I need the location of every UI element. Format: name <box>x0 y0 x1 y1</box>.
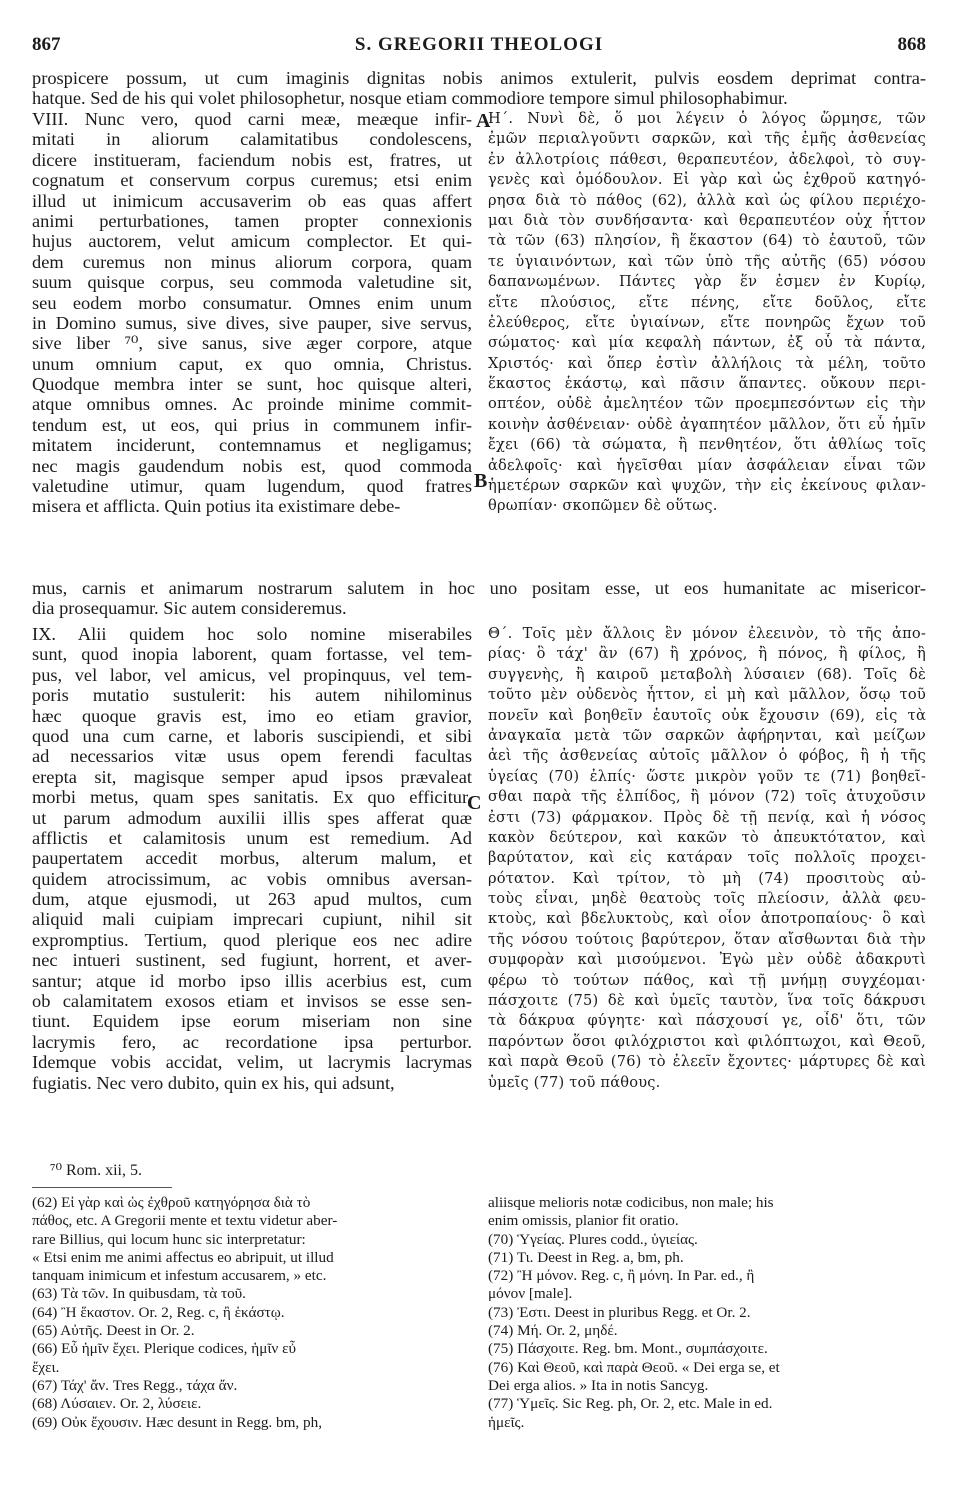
greek-line: ἐστι (73) φάρμακον. Πρὸς δὲ τῇ πενίᾳ, καὶ ἡ νόσος <box>488 808 926 826</box>
latin-line: nec magis gaudendum nobis est, quod commoda <box>32 455 472 476</box>
latin-line: nec intueri sustinent, sed fugiunt, horrent, et aver- <box>32 950 472 971</box>
note-line: (73) Ἐστι. Deest in pluribus Regg. et Or. 2. <box>488 1303 751 1321</box>
latin-line: animi perturbationes, tamen propter connexionis <box>32 210 472 231</box>
greek-line: πάσχοιτε (75) δὲ καὶ ὑμεῖς ταυτὸν, ἵνα τοῖς δάκρυσι <box>488 992 926 1010</box>
greek-line: τε ὑγιαινόντων, καὶ τῶν ὑπὸ τῆς αὐτῆς (65) νόσου <box>488 252 926 270</box>
note-line: μόνον [male]. <box>488 1285 573 1303</box>
latin-column-ix <box>32 624 472 1093</box>
greek-line: ὑμεῖς (77) τοῦ πάθους. <box>488 1073 661 1091</box>
latin-line: paupertatem accedit morbus, alterum malum, et <box>32 848 472 869</box>
note-line: (63) Τὰ τῶν. In quibusdam, τὰ τοῦ. <box>32 1285 246 1303</box>
greek-line: ἀδελφοῖς· καὶ ἡγεῖσθαι μίαν ἀσφάλειαν εἶναι τῶν <box>488 456 926 474</box>
latin-line: Idemque vobis accidat, velim, ut lacrymis lacrymas <box>32 1052 472 1073</box>
note-line: Dei erga alios. » Ita in notis Sancyg. <box>488 1376 709 1394</box>
greek-line: ἕκαστος ἑκάστῳ, καὶ πᾶσιν ἅπαντες. οὔκουν περι- <box>488 375 926 393</box>
latin-line: cognatum et conservum corpus curemus; etsi enim <box>32 170 472 191</box>
latin-line: sive liber ⁷⁰, sive sanus, sive æger corpore, atque <box>32 333 472 354</box>
greek-line: κοινὴν ἀσθένειαν· οὐδὲ ἀγαπητέον μᾶλλον, ὅτι εὖ ἡμῖν <box>488 415 926 433</box>
note-line: (77) Ὑμεῖς. Sic Reg. ph, Or. 2, etc. Male in ed. <box>488 1395 773 1413</box>
latin-line: santur; atque id morbo ipso illis acerbius est, cum <box>32 970 472 991</box>
latin-line: quidem atrocissimum, ac vobis omnibus aversan- <box>32 868 472 889</box>
footnote-rule <box>32 1187 172 1188</box>
greek-line: τῆς νόσου τούτοις βαρύτερον, ὅταν αἴσθωνται διὰ τὴν <box>488 930 926 948</box>
note-line: (74) Μή. Or. 2, μηδέ. <box>488 1322 618 1340</box>
greek-line: βαρύτατον, καὶ εἰς κατάραν τοῖς πολλοῖς προχει- <box>488 849 926 867</box>
latin-line: poris mutatio sustulerit: his autem nihilominus <box>32 685 472 706</box>
text-line: hatque. Sed de his qui volet philosophetur, nosque etiam commodiore tempore simul philosophabimur. <box>32 88 788 109</box>
note-line: « Etsi enim me animi affectus eo abripuit, ut illud <box>32 1248 334 1266</box>
latin-line: hæc quoque gravis est, imo eo etiam gravior, <box>32 705 472 726</box>
greek-line: συμφορὰν καὶ μισούμενοι. Ἐγὼ μὲν οὐδὲ ἀδακρυτὶ <box>488 951 926 969</box>
greek-line: ἐν ἀλλοτρίοις πάθεσι, θεραπευτέον, ἀδελφοὶ, τὸ συγ- <box>488 150 926 168</box>
note-line: (76) Καὶ Θεοῦ, καὶ παρὰ Θεοῦ. « Dei erga se, et <box>488 1358 780 1376</box>
greek-line: ἐλεύθερος, εἴτε ὑγιαίνων, εἴτε πονηρῶς ἔχων τοῦ <box>488 313 926 331</box>
latin-line: valetudine utimur, quam lugendum, quod fratres <box>32 476 472 497</box>
greek-line: καὶ παρὰ Θεοῦ (76) τὸ ἐλεεῖν ἔχοντες· μάρτυρες δὲ καὶ <box>488 1053 926 1071</box>
greek-line: τὰ δάκρυα φύγητε· καὶ πάσχουσί γε, οἶδ' ὅτι, τῶν <box>488 1012 926 1030</box>
latin-line: VIII. Nunc vero, quod carni meæ, meæque infir- <box>32 109 472 129</box>
latin-line: Quodque membra inter se sunt, hoc quisque alteri, <box>32 374 472 395</box>
greek-line: κτοὺς, καὶ βδελυκτοὺς, καὶ οἷον ἀποτροπαίους· ὃ καὶ <box>488 910 926 928</box>
latin-line: dicere institueram, faciendum nobis est, fratres, ut <box>32 149 472 170</box>
latin-line: ad necessarios vitæ usus opem ferendi facultas <box>32 746 472 767</box>
greek-line: τοῦτο μὲν οὐδενὸς ἧττον, εἰ μὴ καὶ μᾶλλον, ὅσῳ τοῦ <box>488 686 926 704</box>
latin-line: atque omnibus omnes. Ac proinde minime commit- <box>32 394 472 415</box>
latin-line: in Domino sumus, sive dives, sive pauper, sive servus, <box>32 312 472 333</box>
greek-line: φέρω τὸ τούτων πάθος, καὶ τῇ μνήμῃ συγχέομαι· <box>488 971 926 989</box>
note-line: aliisque melioris notæ codicibus, non male; his <box>488 1194 774 1211</box>
greek-line: σθαι παρὰ τῆς ἐλπίδος, ἢ μόνον (72) τοῖς ἀτυχοῦσιν <box>488 788 926 806</box>
right-page-number: 868 <box>897 34 926 55</box>
note-line: (68) Λύσαιεν. Or. 2, λύσειε. <box>32 1395 202 1413</box>
note-line: ἔχει. <box>32 1358 60 1376</box>
greek-line: τὰ τῶν (63) πλησίον, ἢ ἕκαστον (64) τὸ ἑαυτοῦ, τῶν <box>488 232 926 250</box>
latin-line: quod una cum carne, et laboris suscipiendi, et sibi <box>32 725 472 746</box>
note-line: (71) Τι. Deest in Reg. a, bm, ph. <box>488 1248 684 1266</box>
running-header <box>32 34 926 62</box>
greek-column-viii <box>488 109 926 517</box>
latin-line: suum quisque corpus, seu commoda valetudine sit, <box>32 272 472 293</box>
greek-line: Θ΄. Τοῖς μὲν ἄλλοις ἓν μόνον ἐλεεινὸν, τὸ τῆς ἀπο- <box>488 625 926 642</box>
note-line: (65) Αὐτῆς. Deest in Or. 2. <box>32 1322 195 1340</box>
latin-line: lacrymis fero, ac recordatione ipsa perturbor. <box>32 1031 472 1052</box>
note-line: (64) Ἢ ἕκαστον. Or. 2, Reg. c, ἢ ἑκάστῳ. <box>32 1303 285 1321</box>
greek-line: Η΄. Νυνὶ δὲ, ὅ μοι λέγειν ὁ λόγος ὥρμησε, τῶν <box>488 110 926 127</box>
note-line: (70) Ὑγείας. Plures codd., ὑγιείας. <box>488 1230 698 1248</box>
critical-notes-right <box>488 1194 908 1432</box>
mid-full-width-text <box>32 578 926 619</box>
latin-line: mitati in aliorum calamitatibus condolescens, <box>32 129 472 150</box>
latin-line: aliquid mali cuipiam imprecari cupiunt, nihil sit <box>32 909 472 930</box>
greek-line: ἀεὶ τῆς ἀσθενείας αὐτοῖς μᾶλλον ὁ φόβος, ἢ ἡ τῆς <box>488 747 926 765</box>
latin-line: misera et afflicta. Quin potius ita existimare debe- <box>32 496 401 517</box>
greek-line: θρωπίαν· σκοπῶμεν δὲ οὕτως. <box>488 497 718 515</box>
latin-line: morbi metus, quam spes sanitatis. Ex quo efficitur, <box>32 787 472 808</box>
greek-line: ὑγείας (70) ἐλπίς· ὥστε μικρὸν γοῦν τε (71) βοηθεῖ- <box>488 767 926 785</box>
top-full-width-text <box>32 68 926 109</box>
note-line: πάθος, etc. A Gregorii mente et textu videtur aber- <box>32 1212 338 1230</box>
running-title: S. GREGORII THEOLOGI <box>354 34 604 55</box>
latin-line: hujus auctorem, velut amicum complector. Et qui- <box>32 231 472 252</box>
greek-line: ρότατον. Καὶ τρίτον, τὸ μὴ (74) προσιτοὺς αὐ- <box>488 869 926 887</box>
greek-line: ρησα διὰ τὸ πάθος (62), ἀλλὰ καὶ ὡς φίλου περιέχο- <box>488 191 926 209</box>
greek-line: ἡμετέρων σαρκῶν καὶ ψυχῶν, τὴν εἰς ἐκείνους φιλαν- <box>488 477 926 495</box>
text-line: prospicere possum, ut cum imaginis dignitas nobis animos extulerit, pulvis eosdem deprimat contra- <box>32 68 926 88</box>
greek-line: πονεῖν καὶ βοηθεῖν ἑαυτοῖς οὐκ ἔχουσιν (69), εἰς τὰ <box>488 706 926 724</box>
greek-column-ix <box>488 624 926 1093</box>
latin-line: expromptius. Tertium, quod plerique eos nec adire <box>32 929 472 950</box>
greek-line: οπτέον, οὐδὲ ἀμελητέον τῶν προεμπεσόντων εἰς τὴν <box>488 395 926 413</box>
latin-line: pus, vel labor, vel amicus, vel propinquus, vel tem- <box>32 664 472 685</box>
greek-line: σώματος· καὶ μία κεφαλὴ πάντων, ἐξ οὗ τὰ πάντα, <box>488 334 926 352</box>
greek-line: εἴτε πλούσιος, εἴτε πένης, εἴτε δοῦλος, εἴτε <box>488 293 926 311</box>
greek-line: συγγενὴς, ἢ καιροῦ μεταβολὴ λύσαιεν (68). Τοῖς δὲ <box>488 665 926 683</box>
greek-line: ρίας· ὃ τάχ' ἂν (67) ἢ χρόνος, ἢ πόνος, ἢ φίλος, ἢ <box>488 645 926 663</box>
note-line: (69) Οὐκ ἔχουσιν. Hæc desunt in Regg. bm, ph, <box>32 1413 323 1431</box>
note-line: enim omissis, planior fit oratio. <box>488 1212 679 1230</box>
note-line: (72) Ἢ μόνον. Reg. c, ἢ μόνη. In Par. ed., ἢ <box>488 1267 755 1285</box>
latin-line: illud ut inimicum accusaverim ob eas quas affert <box>32 190 472 211</box>
margin-mark-a: A <box>476 110 491 132</box>
greek-line: γενὲς καὶ ὁμόδουλον. Εἰ γὰρ καὶ ὡς ἐχθροῦ κατηγό- <box>488 171 926 189</box>
greek-line: ἀναγκαῖα μετὰ τῶν σαρκῶν ἀφήρηνται, καὶ μείζων <box>488 726 926 744</box>
note-line: (62) Εἰ γὰρ καὶ ὡς ἐχθροῦ κατηγόρησα διὰ τὸ <box>32 1194 311 1211</box>
latin-line: sunt, quod inopia laborent, quam fortasse, vel tem- <box>32 644 472 665</box>
greek-line: ἐμῶν περιαλγοῦντι σαρκῶν, καὶ τῆς ἐμῆς ἀσθενείας <box>488 130 926 148</box>
scripture-footnote: ⁷⁰ Rom. xii, 5. <box>50 1162 142 1179</box>
latin-line: seu eodem morbo consumatur. Omnes enim unum <box>32 292 472 313</box>
latin-line: tiunt. Equidem ipse eorum miseriam non sine <box>32 1011 472 1032</box>
note-line: ἡμεῖς. <box>488 1413 525 1431</box>
latin-line: fugiatis. Nec vero dubito, quin ex his, qui adsunt, <box>32 1072 395 1093</box>
greek-line: Χριστός· καὶ ὅπερ ἐστὶν ἀλλήλοις τὰ μέλη, τοῦτο <box>488 354 926 372</box>
note-line: tanquam inimicum et infestum accusarem, » etc. <box>32 1267 327 1285</box>
greek-line: ἔχει (66) τὰ σώματα, ἢ πενθητέον, ὅτι ἀθλίως τοῖς <box>488 436 926 454</box>
margin-mark-b: B <box>474 470 488 492</box>
latin-line: unum omnium caput, ex quo omnia, Christus. <box>32 353 472 374</box>
note-line: (67) Τάχ' ἄν. Tres Regg., τάχα ἄν. <box>32 1376 238 1394</box>
latin-line: mitatem inciderunt, contemnamus et negligamus; <box>32 435 472 456</box>
note-line: (66) Εὖ ἡμῖν ἔχει. Plerique codices, ἡμῖν εὖ <box>32 1340 296 1358</box>
latin-line: ut parum admodum auxilii illis spes afferat quæ <box>32 807 472 828</box>
latin-column-viii <box>32 109 472 517</box>
latin-line: dum, atque ejusmodi, ut 263 apud multos, cum <box>32 889 472 910</box>
text-line: dia prosequamur. Sic autem consideremus. <box>32 598 347 619</box>
latin-line: dem curemus non minus aliorum corpora, quam <box>32 251 472 272</box>
latin-line: tendum est, ut eos, qui prius in communem infir- <box>32 414 472 435</box>
left-page-number: 867 <box>32 34 61 55</box>
greek-line: δαπανωμένων. Πάντες γὰρ ἕν ἐσμεν ἐν Κυρίῳ, <box>488 273 926 291</box>
note-line: (75) Πάσχοιτε. Reg. bm. Mont., συμπάσχοιτε. <box>488 1340 768 1358</box>
critical-notes-left <box>32 1194 472 1432</box>
latin-line: erepta sit, magisque semper apud ipsos prævaleat <box>32 766 472 787</box>
greek-line: παρόντων ὅσοι φιλόχριστοι καὶ φιλόπτωχοι, καὶ Θεοῦ, <box>488 1032 926 1050</box>
latin-line: ob calamitatem exosos etiam et invisos se esse sen- <box>32 991 472 1012</box>
greek-line: κακὸν δεύτερον, καὶ κακῶν τὸ ἀπευκτότατον, καὶ <box>488 828 926 846</box>
greek-line: τοὺς εἶναι, μηδὲ θεατοὺς τοῖς πλείοσιν, ἀλλὰ φευ- <box>488 890 926 908</box>
greek-line: μαι διὰ τὸν συνδήσαντα· καὶ θεραπευτέον οὐχ ἧττον <box>488 211 926 229</box>
latin-line: afflictis et calamitosis unum est remedium. Ad <box>32 827 472 848</box>
latin-line: IX. Alii quidem hoc solo nomine miserabiles <box>32 624 472 644</box>
text-line: mus, carnis et animarum nostrarum salutem in hoc uno positam esse, ut eos humanitate ac misericor- <box>32 578 926 598</box>
note-line: rare Billius, qui locum hunc sic interpretatur: <box>32 1230 306 1248</box>
margin-mark-c: C <box>467 792 482 814</box>
